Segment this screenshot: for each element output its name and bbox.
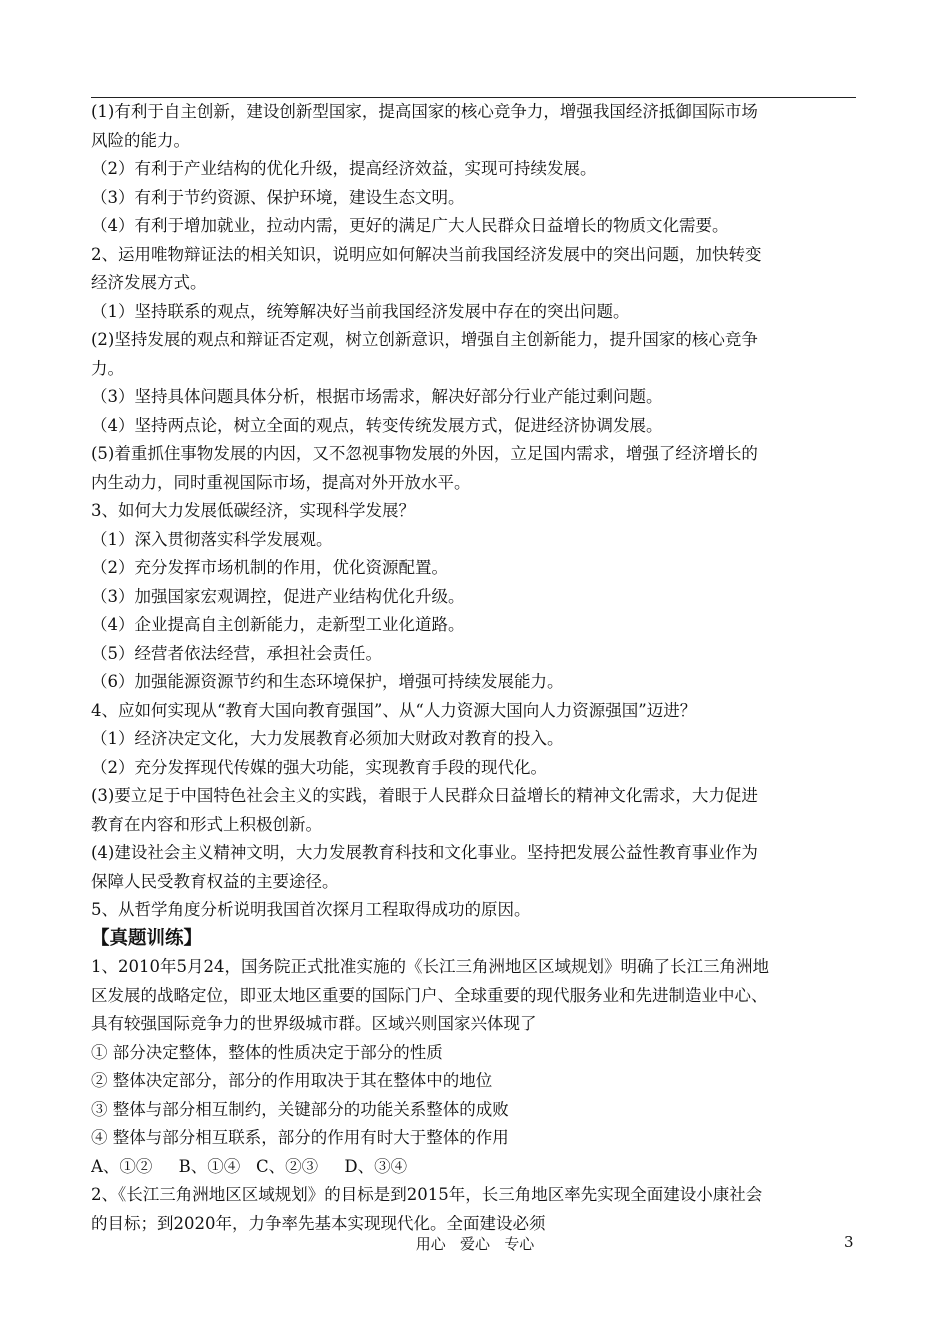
text-line: （2）充分发挥市场机制的作用，优化资源配置。	[91, 558, 448, 577]
page-number: 3	[844, 1233, 854, 1251]
text-line: （3）加强国家宏观调控，促进产业结构优化升级。	[91, 586, 465, 606]
text-line: 具有较强国际竞争力的世界级城市群。区域兴则国家兴体现了	[91, 1014, 537, 1033]
text-line: 4、应如何实现从“教育大国向教育强国”、从“人力资源大国向人力资源强国”迈进？	[91, 700, 697, 720]
text-line: （1）深入贯彻落实科学发展观。	[91, 529, 333, 549]
text-line: （1）坚持联系的观点，统筹解决好当前我国经济发展中存在的突出问题。	[91, 301, 630, 321]
text-line: （6）加强能源资源节约和生态环境保护，增强可持续发展能力。	[91, 672, 564, 691]
text-line: 的目标；到2020年，力争率先基本实现现代化。全面建设必须	[91, 1213, 546, 1233]
document-body	[91, 98, 859, 1238]
text-line: （4）坚持两点论，树立全面的观点，转变传统发展方式，促进经济协调发展。	[91, 415, 663, 435]
text-line: 教育在内容和形式上积极创新。	[91, 814, 322, 834]
text-line: （4）有利于增加就业，拉动内需，更好的满足广大人民群众日益增长的物质文化需要。	[91, 216, 729, 235]
text-line: (2)坚持发展的观点和辩证否定观，树立创新意识，增强自主创新能力，提升国家的核心竞争	[91, 330, 758, 349]
text-line: 内生动力，同时重视国际市场，提高对外开放水平。	[91, 472, 471, 492]
option-line: ① 部分决定整体，整体的性质决定于部分的性质	[91, 1042, 443, 1062]
text-line: （1）经济决定文化，大力发展教育必须加大财政对教育的投入。	[91, 729, 564, 748]
text-line: （5）经营者依法经营，承担社会责任。	[91, 643, 382, 663]
option-line: ③ 整体与部分相互制约，关键部分的功能关系整体的成败	[91, 1099, 509, 1119]
text-line: 保障人民受教育权益的主要途径。	[91, 871, 339, 891]
text-line: (5)着重抓住事物发展的内因，又不忽视事物发展的外因，立足国内需求，增强了经济增长的	[91, 444, 758, 463]
text-line: 2、《长江三角洲地区区域规划》的目标是到2015年，长三角地区率先实现全面建设小康社会	[91, 1185, 763, 1204]
text-line: (3)要立足于中国特色社会主义的实践，着眼于人民群众日益增长的精神文化需求，大力促进	[91, 786, 758, 805]
section-heading: 【真题训练】	[91, 927, 203, 949]
text-line: 1、2010年5月24，国务院正式批准实施的《长江三角洲地区区域规划》明确了长江三角洲地	[91, 957, 769, 976]
text-line: (4)建设社会主义精神文明，大力发展教育科技和文化事业。坚持把发展公益性教育事业作为	[91, 843, 758, 862]
text-line: （3）有利于节约资源、保护环境，建设生态文明。	[91, 187, 465, 207]
text-line: 经济发展方式。	[91, 273, 207, 292]
option-line: ② 整体决定部分，部分的作用取决于其在整体中的地位	[91, 1071, 493, 1090]
text-line: 5、从哲学角度分析说明我国首次探月工程取得成功的原因。	[91, 900, 531, 919]
text-line: （3）坚持具体问题具体分析，根据市场需求，解决好部分行业产能过剩问题。	[91, 387, 663, 406]
text-line: 力。	[91, 358, 124, 378]
footer-motto: 用心 爱心 专心	[415, 1235, 535, 1253]
text-line: 3、如何大力发展低碳经济，实现科学发展？	[91, 501, 415, 520]
text-line: 区发展的战略定位，即亚太地区重要的国际门户、全球重要的现代服务业和先进制造业中心、	[91, 985, 768, 1005]
text-line: 2、运用唯物辩证法的相关知识，说明应如何解决当前我国经济发展中的突出问题，加快转变	[91, 244, 762, 264]
text-line: （2）有利于产业结构的优化升级，提高经济效益，实现可持续发展。	[91, 159, 597, 178]
text-line: (1)有利于自主创新，建设创新型国家，提高国家的核心竞争力，增强我国经济抵御国际市场	[91, 102, 758, 121]
text-line: 风险的能力。	[91, 130, 190, 150]
text-line: （2）充分发挥现代传媒的强大功能，实现教育手段的现代化。	[91, 757, 547, 777]
answer-choices: A、①② B、①④ C、②③ D、③④	[91, 1156, 408, 1176]
option-line: ④ 整体与部分相互联系，部分的作用有时大于整体的作用	[91, 1128, 509, 1147]
text-line: （4）企业提高自主创新能力，走新型工业化道路。	[91, 615, 465, 634]
